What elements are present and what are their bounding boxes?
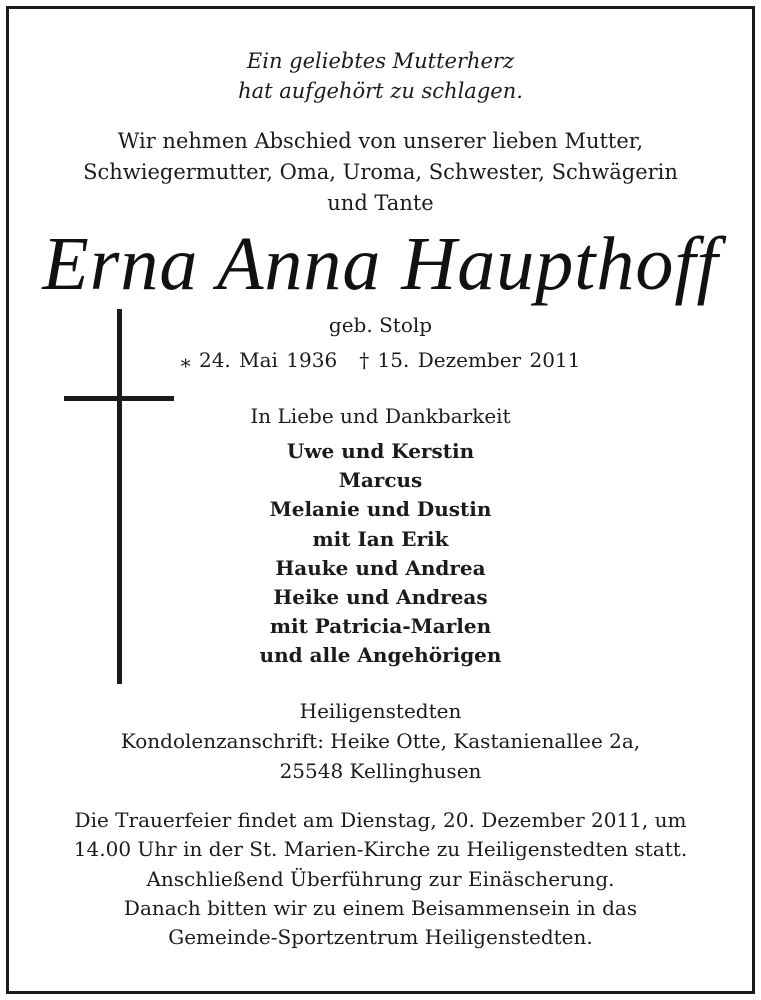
condolence-address: Kondolenzanschrift: Heike Otte, Kastanienallee 2a,	[120, 729, 641, 753]
service-details	[0, 806, 761, 952]
service-line: Anschließend Überführung zur Einäscherung.	[146, 866, 615, 891]
mourner-name: Marcus	[338, 468, 423, 493]
deceased-name: Erna Anna Haupthoff	[42, 222, 719, 306]
address-block	[0, 696, 761, 786]
life-dates	[0, 345, 761, 375]
address-place: Heiligenstedten	[299, 699, 462, 723]
service-line: 14.00 Uhr in der St. Marien-Kirche zu Heiligenstedten statt.	[73, 837, 688, 862]
mourners-intro: In Liebe und Dankbarkeit	[250, 404, 511, 428]
farewell-text	[0, 126, 761, 219]
death-date: † 15. Dezember 2011	[359, 348, 581, 372]
farewell-line-2: Schwiegermutter, Oma, Uroma, Schwester, Schwägerin	[83, 160, 678, 184]
maiden-name: geb. Stolp	[328, 313, 433, 337]
birth-date: ⁎ 24. Mai 1936	[180, 348, 338, 372]
mourner-name: Melanie und Dustin	[269, 497, 492, 522]
intro-line-2: hat aufgehört zu schlagen.	[238, 79, 523, 103]
intro-verse	[0, 46, 761, 106]
mourners-list	[0, 437, 761, 671]
mourner-name: Uwe und Kerstin	[286, 439, 475, 463]
service-line: Danach bitten wir zu einem Beisammensein in das	[123, 895, 638, 920]
intro-line-1: Ein geliebtes Mutterherz	[246, 49, 515, 73]
service-line: Gemeinde-Sportzentrum Heiligenstedten.	[168, 925, 593, 950]
service-line: Die Trauerfeier findet am Dienstag, 20. Dezember 2011, um	[74, 808, 687, 832]
farewell-line-1: Wir nehmen Abschied von unserer lieben Mutter,	[117, 129, 644, 153]
mourner-name: Heike und Andreas	[273, 585, 488, 610]
mourner-name: und alle Angehörigen	[259, 643, 502, 668]
mourner-name: mit Patricia-Marlen	[269, 614, 492, 639]
mourner-name: Hauke und Andrea	[275, 555, 486, 580]
mourner-name: mit Ian Erik	[312, 526, 449, 551]
postal-address: 25548 Kellinghusen	[279, 759, 482, 783]
farewell-line-3: und Tante	[327, 191, 434, 215]
